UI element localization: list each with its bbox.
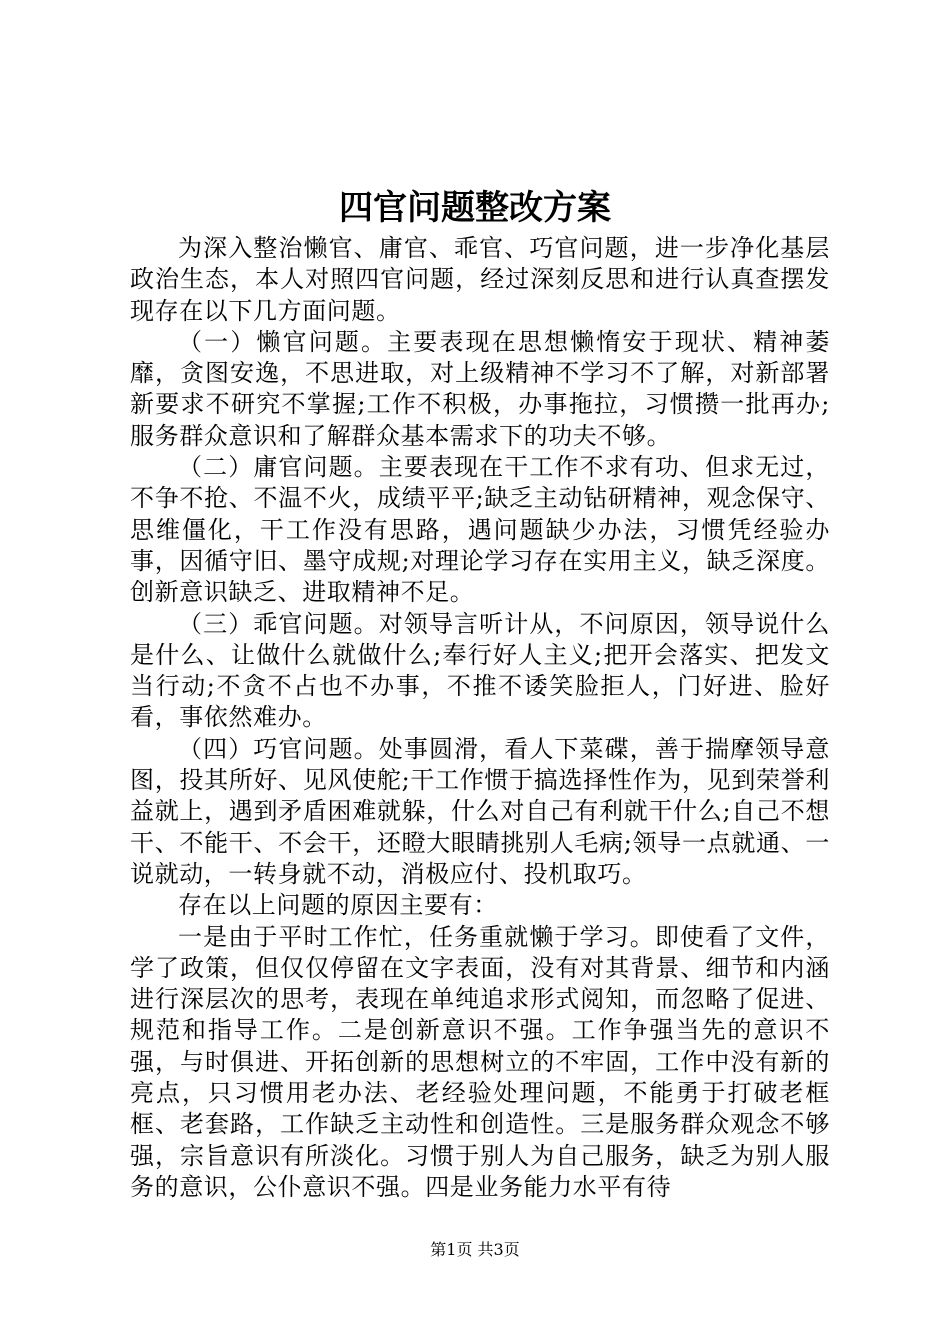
paragraph-causes: 一是由于平时工作忙，任务重就懒于学习。即使看了文件，学了政策，但仅仅停留在文字表面，没有对其背景、细节和内涵进行深层次的思考，表现在单纯追求形式阅知，而忽略了促进、规范和指导工作。二是创新意识不强。工作争强当先的意识不强，与时俱进、开拓创新的思想树立的不牢固，工作中没有新的亮点，只习惯用老办法、老经验处理问题，不能勇于打破老框框、老套路，工作缺乏主动性和创造性。三是服务群众观念不够强，宗旨意识有所淡化。习惯于别人为自己服务，缺乏为别人服务的意识，公仆意识不强。四是业务能力水平有待 [130,922,830,1201]
page-footer: 第1页 共3页 [430,1240,520,1259]
paragraph-crafty-official: （四）巧官问题。处事圆滑，看人下菜碟，善于揣摩领导意图，投其所好、见风使舵;干工作惯于搞选择性作为，见到荣誉利益就上，遇到矛盾困难就躲，什么对自己有利就干什么;自己不想干、不能干、不会干，还瞪大眼睛挑别人毛病;领导一点就通、一说就动，一转身就不动，消极应付、投机取巧。 [130,734,830,888]
document-title: 四官问题整改方案 [339,188,611,228]
paragraph-lazy-official: （一）懒官问题。主要表现在思想懒惰安于现状、精神萎靡，贪图安逸，不思进取，对上级精神不学习不了解，对新部署新要求不研究不掌握;工作不积极，办事拖拉，习惯攒一批再办;服务群众意识和了解群众基本需求下的功夫不够。 [130,327,830,450]
paragraph-intro: 为深入整治懒官、庸官、乖官、巧官问题，进一步净化基层政治生态，本人对照四官问题，经过深刻反思和进行认真查摆发现存在以下几方面问题。 [130,234,830,325]
paragraph-obedient-official: （三）乖官问题。对领导言听计从，不问原因，领导说什么是什么、让做什么就做什么;奉行好人主义;把开会落实、把发文当行动;不贪不占也不办事，不推不诿笑脸拒人，门好进、脸好看，事依然难办。 [130,609,830,732]
paragraph-mediocre-official: （二）庸官问题。主要表现在干工作不求有功、但求无过，不争不抢、不温不火，成绩平平;缺乏主动钻研精神，观念保守、思维僵化，干工作没有思路，遇问题缺少办法，习惯凭经验办事，因循守旧、墨守成规;对理论学习存在实用主义，缺乏深度。创新意识缺乏、进取精神不足。 [130,453,830,607]
paragraph-causes-heading: 存在以上问题的原因主要有： [178,891,498,920]
document-body [130,233,830,1203]
